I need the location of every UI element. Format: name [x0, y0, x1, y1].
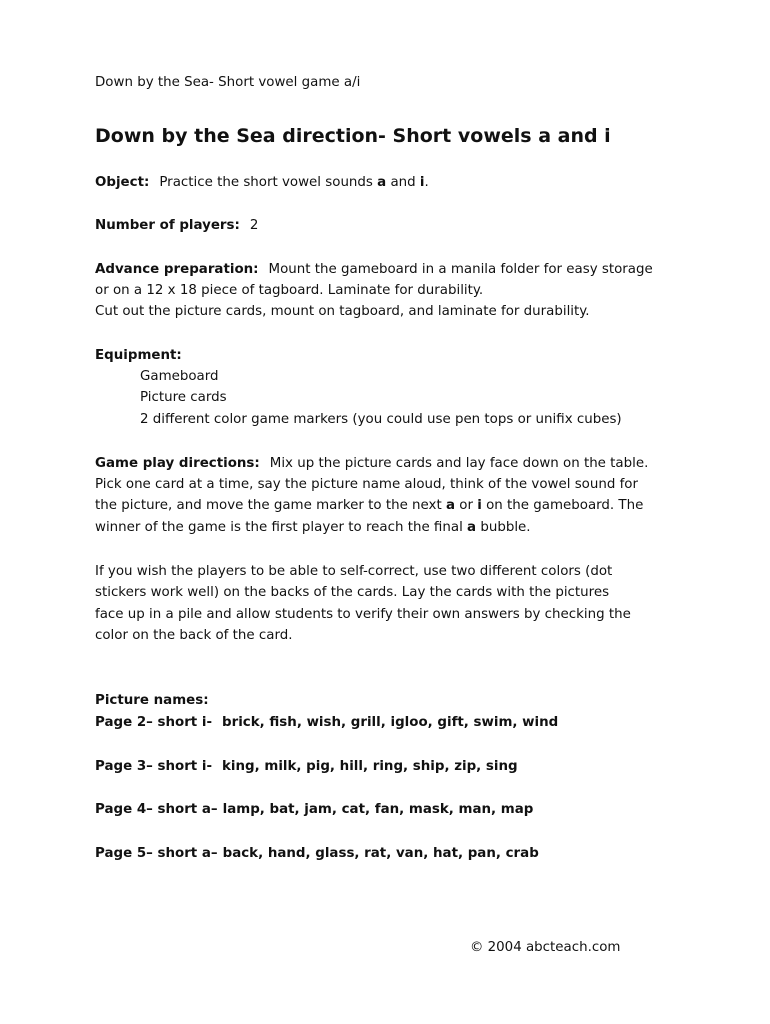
object-end: . [424, 175, 429, 190]
page-words: back, hand, glass, rat, van, hat, pan, crab [222, 846, 539, 861]
picture-names-label: Picture names: [95, 693, 209, 708]
object-and: and [386, 175, 420, 190]
advance-text-1: Mount the gameboard in a manila folder for easy storage [268, 262, 653, 277]
game-play-text: the picture, and move the game marker to the next [95, 498, 446, 513]
players-line [95, 219, 258, 232]
game-play-text: winner of the game is the first player to reach the final [95, 520, 468, 535]
advance-line-3: Cut out the picture cards, mount on tagboard, and laminate for durability. [95, 304, 590, 319]
game-play-text: or [455, 498, 478, 513]
players-value: 2 [249, 218, 259, 233]
game-play-line-2: Pick one card at a time, say the picture name aloud, think of the vowel sound for [95, 477, 639, 492]
page-words: king, milk, pig, hill, ring, ship, zip, sing [222, 759, 518, 774]
game-play-label: Game play directions: [95, 456, 260, 471]
players-label: Number of players: [95, 218, 240, 233]
page-label: Page 5– short a– [95, 846, 218, 861]
page-header: Down by the Sea- Short vowel game a/i [95, 75, 361, 90]
page-title: Down by the Sea direction- Short vowels a and i [95, 125, 611, 147]
advance-line-1 [95, 263, 653, 276]
vowel-a: a [467, 520, 477, 535]
game-play-text: bubble. [476, 520, 531, 535]
page-label: Page 3– short i- [95, 759, 213, 774]
equipment-item: Gameboard [140, 369, 219, 384]
picture-names-row [95, 847, 539, 860]
equipment-item: Picture cards [140, 390, 227, 405]
advance-line-2: or on a 12 x 18 piece of tagboard. Laminate for durability. [95, 283, 484, 298]
vowel-a: a [377, 175, 387, 190]
game-play-line-4 [95, 521, 531, 534]
copyright-footer: © 2004 abcteach.com [470, 940, 621, 955]
page-words: brick, fish, wish, grill, igloo, gift, swim, wind [222, 715, 559, 730]
self-correct-line: face up in a pile and allow students to verify their own answers by checking the [95, 607, 631, 622]
self-correct-line: color on the back of the card. [95, 628, 293, 643]
page-label: Page 2– short i- [95, 715, 213, 730]
picture-names-row [95, 803, 533, 816]
page-label: Page 4– short a– [95, 802, 218, 817]
game-play-text: on the gameboard. The [481, 498, 644, 513]
picture-names-row [95, 716, 558, 729]
game-play-line-1 [95, 457, 648, 470]
game-play-line-3 [95, 499, 643, 512]
object-text: Practice the short vowel sounds [159, 175, 378, 190]
game-play-text-1: Mix up the picture cards and lay face down on the table. [269, 456, 649, 471]
self-correct-line: stickers work well) on the backs of the cards. Lay the cards with the pictures [95, 585, 610, 600]
vowel-a: a [445, 498, 456, 513]
vowel-i: i [477, 498, 482, 513]
advance-label: Advance preparation: [95, 262, 259, 277]
vowel-i: i [419, 175, 425, 190]
equipment-label: Equipment: [95, 348, 182, 363]
self-correct-line: If you wish the players to be able to self-correct, use two different colors (dot [95, 564, 613, 579]
equipment-item: 2 different color game markers (you could use pen tops or unifix cubes) [140, 412, 622, 427]
object-line [95, 176, 429, 189]
object-label: Object: [95, 175, 150, 190]
picture-names-row [95, 760, 518, 773]
page-words: lamp, bat, jam, cat, fan, mask, man, map [222, 802, 534, 817]
